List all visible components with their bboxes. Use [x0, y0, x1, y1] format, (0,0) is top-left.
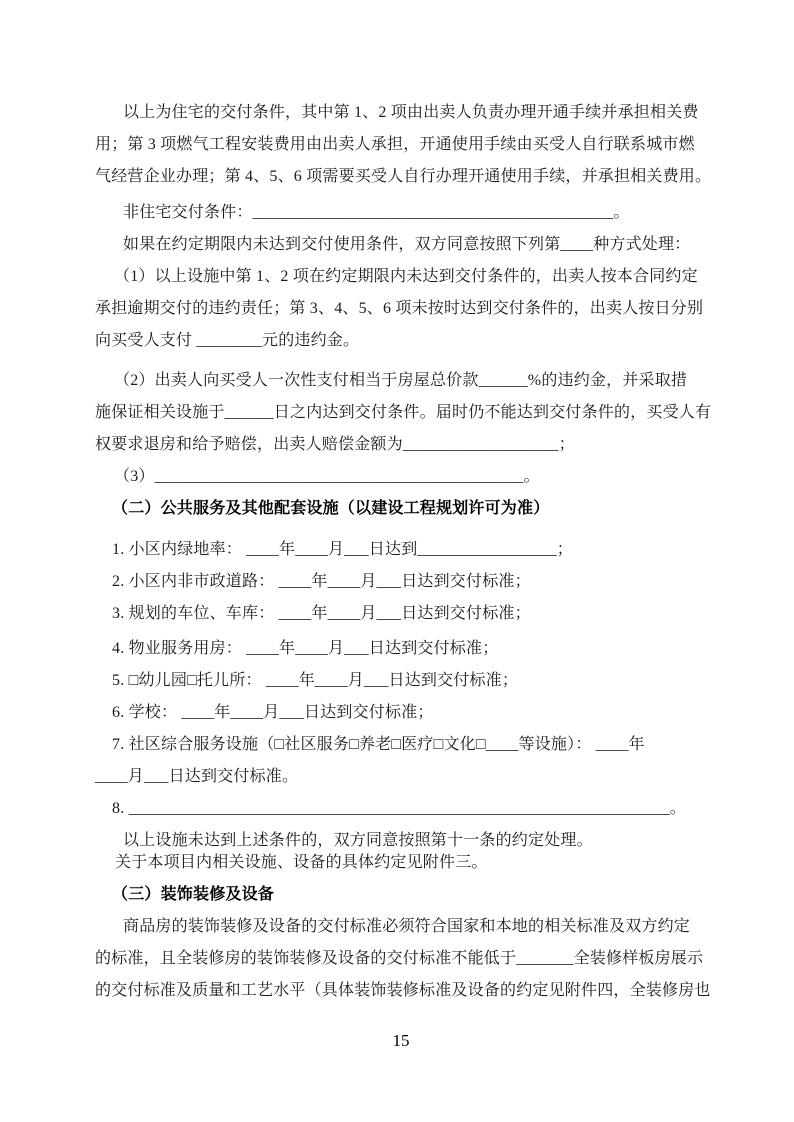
clause-2-l1: （2）出卖人向买受人一次性支付相当于房屋总价款______%的违约金，并采取措 [114, 372, 688, 389]
para-see-annex-3: 关于本项目内相关设施、设备的具体约定见附件三。 [115, 854, 488, 871]
section-heading-decoration-equipment: （三）装饰装修及设备 [112, 886, 275, 903]
clause-3-blank: （3）_____________________________________________。 [114, 468, 540, 485]
para-handling-method: 如果在约定期限内未达到交付使用条件，双方同意按照下列第____种方式处理： [123, 236, 691, 253]
list-item-parking-garage: 3. 规划的车位、车库： ____年____月___日达到交付标准； [112, 605, 531, 622]
list-item-8-blank: 8. __________________________________________________________________。 [112, 800, 686, 817]
list-item-green-ratio: 1. 小区内绿地率： ____年____月___日达到_________________； [112, 541, 574, 558]
clause-1-l3: 向买受人支付 ________元的违约金。 [95, 332, 360, 349]
clause-2-l2: 施保证相关设施于______日之内达到交付条件。届时仍不能达到交付条件的，买受人有 [95, 404, 712, 421]
list-item-non-municipal-roads: 2. 小区内非市政道路： ____年____月___日达到交付标准； [112, 573, 531, 590]
clause-1-l2: 承担逾期交付的违约责任；第 3、4、5、6 项未按时达到交付条件的，出卖人按日分别 [95, 300, 704, 317]
list-item-community-facilities-l1: 7. 社区综合服务设施（□社区服务□养老□医疗□文化□____等设施）： ____年 [112, 736, 645, 753]
para-decoration-standard-l3: 的交付标准及质量和工艺水平（具体装饰装修标准及设备的约定见附件四，全装修房也 [95, 982, 711, 999]
para-residential-delivery-l1: 以上为住宅的交付条件，其中第 1、2 项由出卖人负责办理开通手续并承担相关费 [123, 104, 699, 121]
para-residential-delivery-l3: 气经营企业办理；第 4、5、6 项需要买受人自行办理开通使用手续，并承担相关费用。 [95, 168, 712, 185]
contract-body [95, 97, 712, 1057]
para-decoration-standard-l1: 商品房的装饰装修及设备的交付标准必须符合国家和本地的相关标准及双方约定 [123, 918, 691, 935]
section-heading-public-services: （二）公共服务及其他配套设施（以建设工程规划许可为准） [112, 500, 550, 517]
para-article-11-handling: 以上设施未达到上述条件的，双方同意按照第十一条的约定处理。 [123, 832, 593, 849]
page-number: 15 [392, 1031, 410, 1050]
list-item-property-service-rooms: 4. 物业服务用房： ____年____月___日达到交付标准； [112, 640, 499, 657]
list-item-school: 6. 学校： ____年____月___日达到交付标准； [112, 704, 434, 721]
clause-1-l1: （1）以上设施中第 1、2 项在约定期限内未达到交付条件的，出卖人按本合同约定 [114, 268, 698, 285]
clause-2-l3: 权要求退房和给予赔偿，出卖人赔偿金额为___________________； [95, 436, 575, 453]
para-residential-delivery-l2: 用；第 3 项燃气工程安装费用由出卖人承担，开通使用手续由买受人自行联系城市燃 [95, 136, 695, 153]
list-item-community-facilities-l2: ____月___日达到交付标准。 [95, 768, 299, 785]
para-decoration-standard-l2: 的标准，且全装修房的装饰装修及设备的交付标准不能低于_______全装修样板房展示 [95, 950, 704, 967]
blank-non-residential-conditions: 非住宅交付条件：____________________________________________。 [123, 204, 630, 221]
list-item-kindergarten-nursery: 5. □幼儿园□托儿所： ____年____月___日达到交付标准； [112, 672, 519, 689]
